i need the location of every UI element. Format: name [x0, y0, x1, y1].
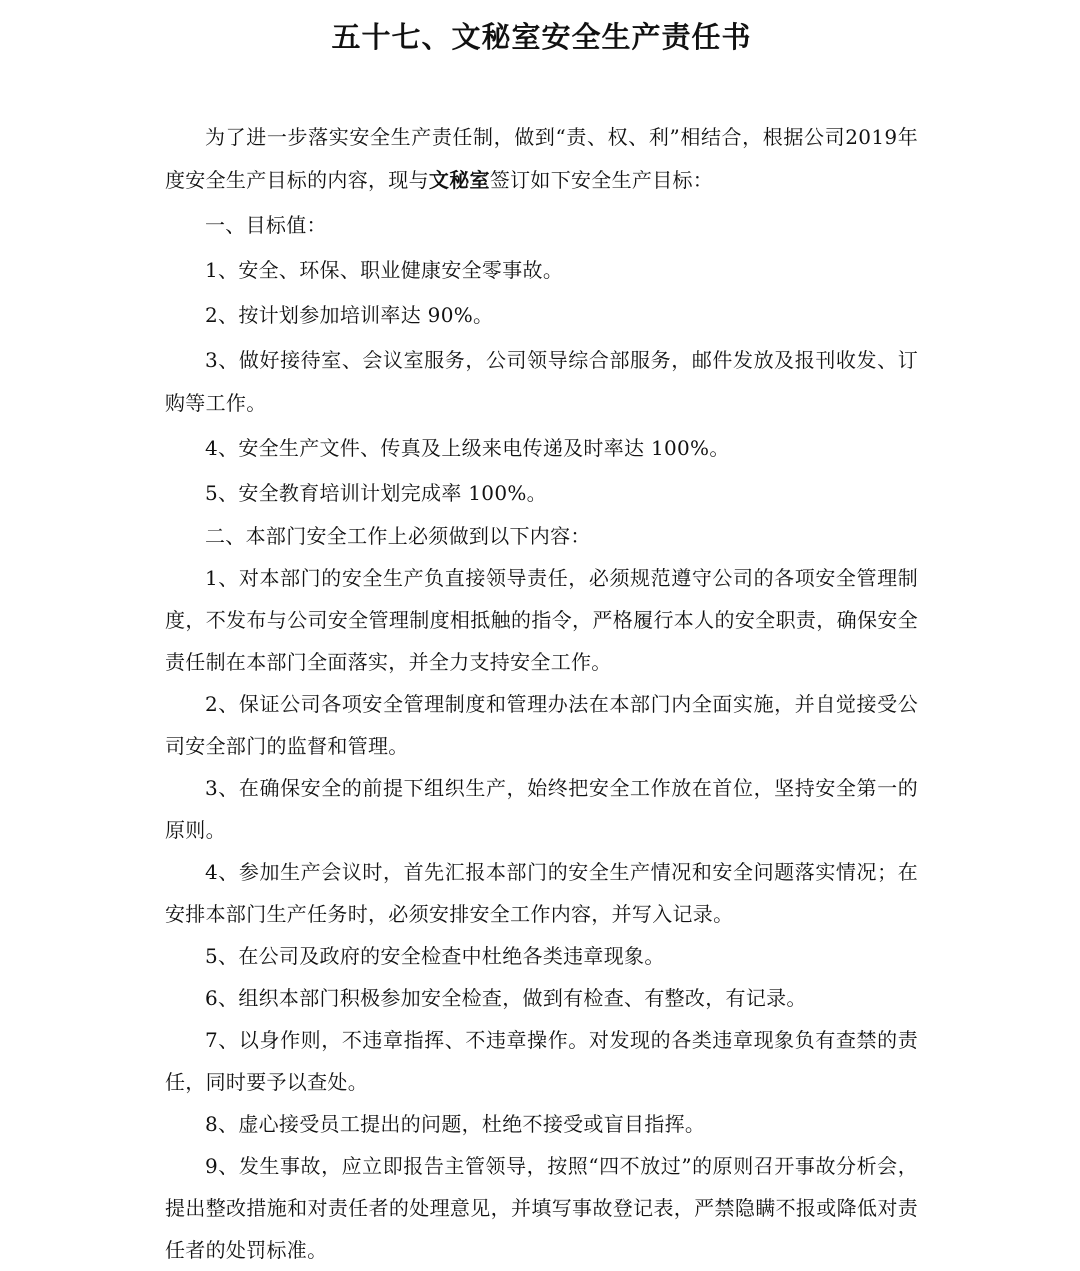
section1-item-2: 2、按计划参加培训率达 90%。 — [205, 303, 494, 327]
section1-item-3: 3、做好接待室、会议室服务，公司领导综合部服务，邮件发放及报刊收发、订购等工作。 — [165, 348, 918, 415]
intro-text-part2: 签订如下安全生产目标： — [489, 168, 714, 192]
section2-item-8: 8、虚心接受员工提出的问题，杜绝不接受或盲目指挥。 — [205, 1112, 706, 1136]
section2-item-2: 2、保证公司各项安全管理制度和管理办法在本部门内全面实施，并自觉接受公司安全部门的监督和管理。 — [165, 692, 918, 758]
document-body — [165, 116, 918, 1271]
document-title: 五十七、文秘室安全生产责任书 — [331, 20, 752, 54]
department-name: 文秘室 — [428, 168, 490, 192]
section2-item-9: 9、发生事故，应立即报告主管领导，按照“四不放过”的原则召开事故分析会，提出整改措施和对责任者的处理意见，并填写事故登记表，严禁隐瞒不报或降低对责任者的处罚标准。 — [165, 1154, 918, 1262]
section2-item-4: 4、参加生产会议时，首先汇报本部门的安全生产情况和安全问题落实情况；在安排本部门生产任务时，必须安排安全工作内容，并写入记录。 — [165, 860, 918, 926]
section2-item-6: 6、组织本部门积极参加安全检查，做到有检查、有整改，有记录。 — [205, 986, 807, 1010]
intro-paragraph — [165, 116, 918, 202]
section2-item-3: 3、在确保安全的前提下组织生产，始终把安全工作放在首位，坚持安全第一的原则。 — [165, 776, 918, 842]
section1-heading: 一、目标值： — [205, 213, 327, 237]
intro-text-part1: 为了进一步落实安全生产责任制，做到“责、权、利”相结合，根据公司2019年度安全生产目标的内容，现与 — [165, 125, 918, 192]
section1-item-1: 1、安全、环保、职业健康安全零事故。 — [205, 258, 564, 282]
section2-item-1: 1、对本部门的安全生产负直接领导责任，必须规范遵守公司的各项安全管理制度，不发布与公司安全管理制度相抵触的指令，严格履行本人的安全职责，确保安全责任制在本部门全面落实，并全力支持安全工作。 — [165, 566, 918, 674]
section1-item-5: 5、安全教育培训计划完成率 100%。 — [205, 481, 547, 505]
section2-item-5: 5、在公司及政府的安全检查中杜绝各类违章现象。 — [205, 944, 665, 968]
section2-item-7: 7、以身作则，不违章指挥、不违章操作。对发现的各类违章现象负有查禁的责任，同时要予以查处。 — [165, 1028, 918, 1094]
section2-heading: 二、本部门安全工作上必须做到以下内容： — [205, 524, 591, 548]
section1-item-4: 4、安全生产文件、传真及上级来电传递及时率达 100%。 — [205, 436, 730, 460]
